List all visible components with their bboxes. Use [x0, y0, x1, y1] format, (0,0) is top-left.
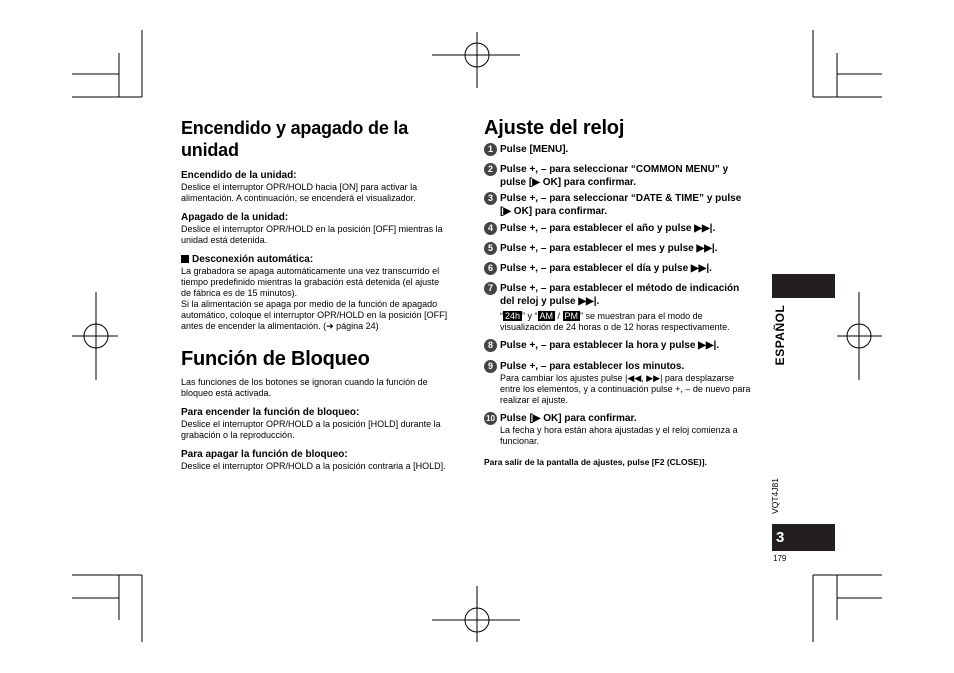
auto-off-heading: [181, 254, 469, 266]
language-label: [770, 300, 790, 370]
step-9: [484, 360, 774, 384]
step-4: [484, 222, 774, 235]
step-9-note-line-3: realizar el ajuste.: [500, 395, 569, 405]
model-code: [768, 474, 782, 518]
step-number-badge: 8: [484, 339, 497, 352]
auto-off-text-5: automático, coloque el interruptor OPR/HOLD en la posición [OFF]: [181, 310, 448, 320]
step-10: [484, 412, 774, 447]
step-number-badge: 10: [484, 412, 497, 425]
step-text: Pulse +, – para establecer el mes y pulse ▶▶|.: [500, 243, 718, 254]
exit-instruction: Para salir de la pantalla de ajustes, pulse [F2 (CLOSE)].: [484, 457, 707, 467]
step-note-line-1: Para cambiar los ajustes pulse |◀◀, ▶▶| para desplazarse: [500, 373, 734, 383]
power-off-heading: Apagado de la unidad:: [181, 212, 289, 223]
auto-off-text-1: La grabadora se apaga automáticamente una vez transcurrido el: [181, 266, 440, 276]
step-note: [500, 311, 774, 322]
slash-separator: /: [555, 311, 563, 321]
power-section-title: Encendido y apagado de la unidad: [181, 118, 409, 160]
clock-section-title: Ajuste del reloj: [484, 117, 625, 139]
step-number-badge: 4: [484, 222, 497, 235]
step-note-line-1: La fecha y hora están ahora ajustadas y el reloj comienza a: [500, 425, 738, 435]
step-number-badge: 6: [484, 262, 497, 275]
lock-intro-1: Las funciones de los botones se ignoran cuando la función de: [181, 377, 428, 387]
step-5: [484, 242, 774, 255]
step-number-badge: 1: [484, 143, 497, 156]
auto-off-heading-label: Desconexión automática:: [192, 254, 314, 265]
auto-off-text-4: Si la alimentación se apaga por medio de la función de apagado: [181, 299, 438, 309]
right-column: [484, 117, 774, 467]
step-8: [484, 339, 774, 352]
step-text-line-2: del reloj y pulse ▶▶|.: [500, 296, 600, 307]
step-text: Pulse +, – para establecer el día y pulse ▶▶|.: [500, 263, 712, 274]
language-text: ESPAÑOL: [773, 304, 787, 366]
lock-on-text-2: grabación o la reproducción.: [181, 430, 295, 440]
step-text-line-2: pulse [▶ OK] para confirmar.: [500, 177, 637, 188]
step-note-line-2: funcionar.: [500, 436, 540, 446]
step-text: Pulse +, – para establecer los minutos.: [500, 361, 685, 372]
step-3: [484, 192, 774, 218]
step-text-line-2: [▶ OK] para confirmar.: [500, 206, 608, 217]
step-text: Pulse +, – para establecer el año y pulse ▶▶|.: [500, 223, 716, 234]
step-2: [484, 163, 774, 189]
step-6: [484, 262, 774, 275]
step-1: [484, 143, 774, 156]
step-text-line-1: Pulse +, – para seleccionar “DATE & TIME” y pulse: [500, 193, 742, 204]
display-indicator-am: AM: [539, 311, 554, 321]
step-number-badge: 2: [484, 163, 497, 176]
model-code-text: VQT4J81: [770, 478, 780, 514]
lock-on-text-1: Deslice el interruptor OPR/HOLD a la posición [HOLD] durante la: [181, 419, 441, 429]
step-text: Pulse +, – para establecer la hora y pulse ▶▶|.: [500, 340, 720, 351]
step-text: Pulse [▶ OK] para confirmar.: [500, 413, 637, 424]
lock-on-heading: Para encender la función de bloqueo:: [181, 407, 360, 418]
power-off-text-1: Deslice el interruptor OPR/HOLD en la posición [OFF] mientras la: [181, 224, 443, 234]
step-number-badge: 3: [484, 192, 497, 205]
page-number-box: 3: [772, 524, 835, 551]
power-on-heading: Encendido de la unidad:: [181, 170, 297, 181]
step-number-badge: 9: [484, 360, 497, 373]
step-text-line-1: Pulse +, – para establecer el método de indicación: [500, 283, 740, 294]
step-text: Pulse [MENU].: [500, 144, 569, 155]
power-on-text-2: alimentación. A continuación, se encenderá el visualizador.: [181, 193, 416, 203]
left-column: [181, 117, 469, 472]
lock-off-heading: Para apagar la función de bloqueo:: [181, 449, 348, 460]
quote-open: “: [500, 311, 503, 321]
quote-join: ” y “: [522, 311, 538, 321]
auto-off-text-2: tiempo predefinido mientras la grabación está detenida (el ajuste: [181, 277, 440, 287]
folio-number: 179: [773, 554, 787, 563]
auto-off-text-6: antes de encender la alimentación. (➜ página 24): [181, 321, 379, 331]
auto-off-text-3: de fábrica es de 15 minutos).: [181, 288, 298, 298]
power-off-text-2: unidad está detenida.: [181, 235, 268, 245]
note-text-rest: ” se muestran para el modo de: [580, 311, 703, 321]
step-number-badge: 5: [484, 242, 497, 255]
square-bullet-icon: [181, 255, 189, 263]
step-number-badge: 7: [484, 282, 497, 295]
lock-off-text-1: Deslice el interruptor OPR/HOLD a la posición contraria a [HOLD].: [181, 461, 446, 471]
step-text-line-1: Pulse +, – para seleccionar “COMMON MENU” y: [500, 164, 729, 175]
language-tab-bar: [772, 274, 835, 298]
lock-section-title: Función de Bloqueo: [181, 348, 370, 370]
step-9-note-line-2: entre los elementos, y a continuación pulse +, – de nuevo para: [500, 384, 751, 394]
display-indicator-24h: 24h: [505, 311, 521, 321]
power-on-text-1: Deslice el interruptor OPR/HOLD hacia [ON] para activar la: [181, 182, 418, 192]
lock-intro-2: bloqueo está activada.: [181, 388, 272, 398]
step-note-line-2: visualización de 24 horas o de 12 horas respectivamente.: [500, 322, 730, 332]
display-indicator-pm: PM: [564, 311, 579, 321]
step-7: [484, 282, 774, 333]
